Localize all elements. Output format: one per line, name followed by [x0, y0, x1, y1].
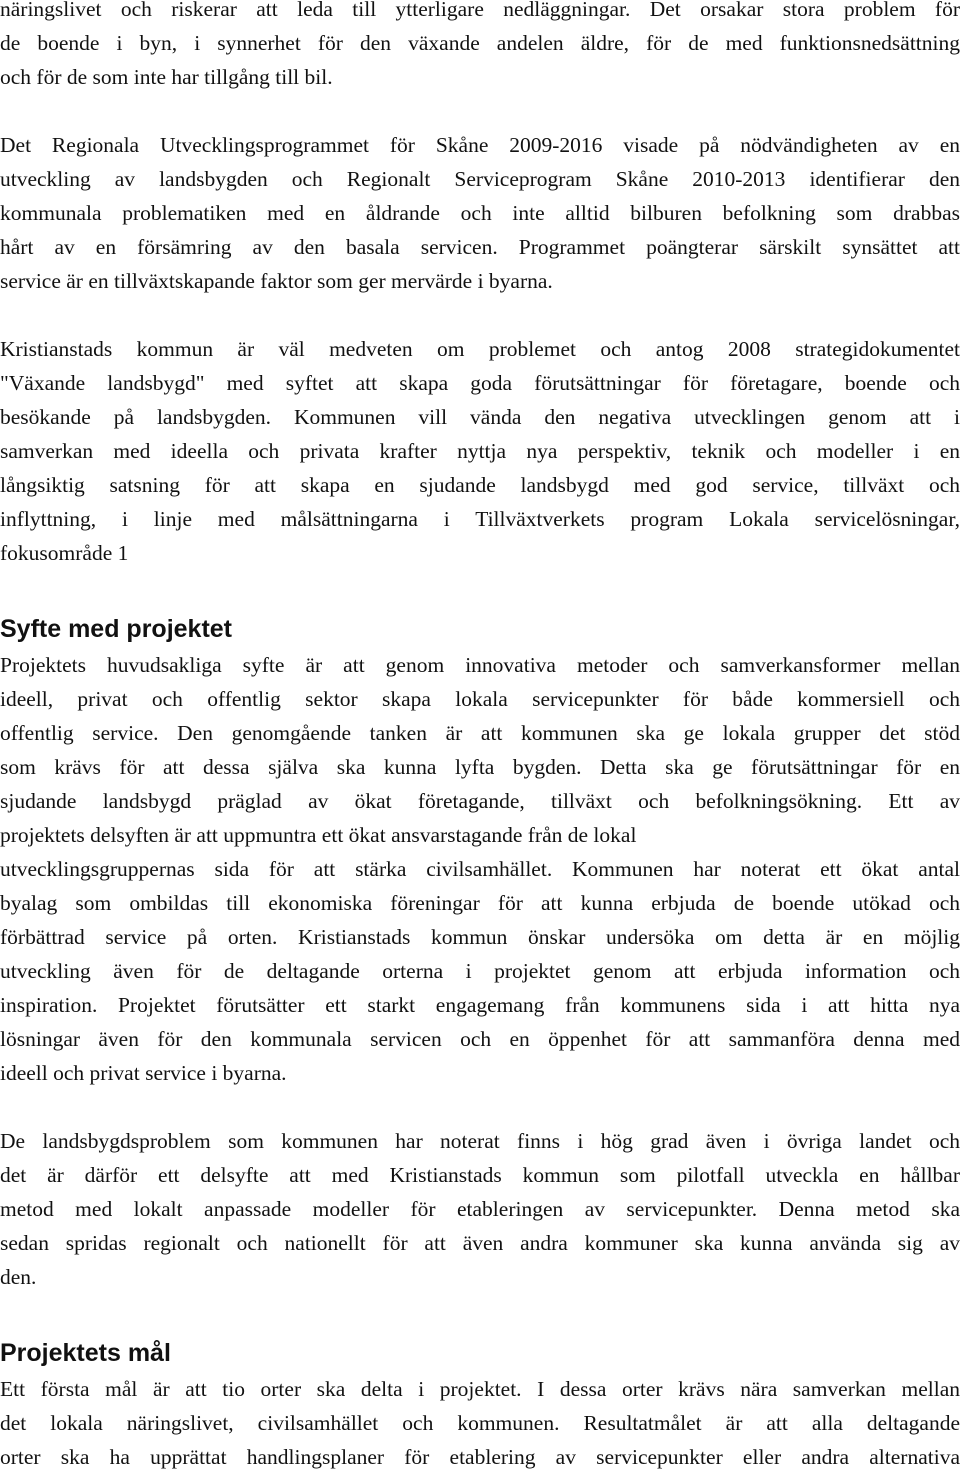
paragraph-spacer [0, 298, 960, 332]
text-line: ideell, privat och offentlig sektor skapa lokala servicepunkter för både kommersiell och [0, 687, 960, 711]
text-line: orter ska ha upprättat handlingsplaner för etablering av servicepunkter eller andra alternativa [0, 1445, 960, 1469]
text-line: Kristianstads kommun är väl medveten om problemet och antog 2008 strategidokumentet [0, 337, 960, 361]
text-line: utvecklingsgruppernas sida för att stärka civilsamhället. Kommunen har noterat ett ökat antal [0, 857, 960, 881]
text-line: besökande på landsbygden. Kommunen vill vända den negativa utvecklingen genom att i [0, 405, 960, 429]
text-line: samverkan med ideella och privata krafter nyttja nya perspektiv, teknik och modeller i en [0, 439, 960, 463]
text-line: kommunala problematiken med en åldrande och inte alltid bilburen befolkning som drabbas [0, 201, 960, 225]
text-line: förbättrad service på orten. Kristianstads kommun önskar undersöka om detta är en möjlig [0, 925, 960, 949]
text-line: utveckling även för de deltagande orterna i projektet genom att erbjuda information och [0, 959, 960, 983]
mal-paragraph-1 [0, 1372, 960, 1474]
section-heading-syfte: Syfte med projektet [0, 615, 233, 643]
text-line: Ett första mål är att tio orter ska delta i projektet. I dessa orter krävs nära samverkan mellan [0, 1377, 960, 1401]
text-line: hårt av en försämring av den basala servicen. Programmet poängterar särskilt synsättet att [0, 235, 960, 259]
text-line: de boende i byn, i synnerhet för den växande andelen äldre, för de med funktionsnedsättning [0, 31, 960, 55]
text-line: service är en tillväxtskapande faktor som ger mervärde i byarna. [0, 269, 553, 293]
paragraph-spacer [0, 1090, 960, 1124]
text-line: inspiration. Projektet förutsätter ett starkt engagemang från kommunens sida i att hitta nya [0, 993, 960, 1017]
text-line: Det Regionala Utvecklingsprogrammet för Skåne 2009-2016 visade på nödvändigheten av en [0, 133, 960, 157]
text-line: det lokala näringslivet, civilsamhället och kommunen. Resultatmålet är att alla deltagande [0, 1411, 960, 1435]
text-line: "Växande landsbygd" med syftet att skapa goda förutsättningar för företagare, boende och [0, 371, 960, 395]
text-line: sedan spridas regionalt och nationellt för att även andra kommuner ska kunna använda sig av [0, 1231, 960, 1255]
paragraph-spacer [0, 94, 960, 128]
text-line: projektets delsyften är att uppmuntra ett ökat ansvarstagande från de lokal [0, 823, 637, 847]
text-line: och för de som inte har tillgång till bil. [0, 65, 333, 89]
text-line: metod med lokalt anpassade modeller för etableringen av servicepunkter. Denna metod ska [0, 1197, 960, 1221]
text-line: byalag som ombildas till ekonomiska föreningar för att kunna erbjuda de boende utökad och [0, 891, 960, 915]
text-line: utveckling av landsbygden och Regionalt Serviceprogram Skåne 2010-2013 identifierar den [0, 167, 960, 191]
text-line: som krävs för att dessa själva ska kunna lyfta bygden. Detta ska ge förutsättningar för en [0, 755, 960, 779]
text-line: det är därför ett delsyfte att med Kristianstads kommun som pilotfall utveckla en hållbar [0, 1163, 960, 1187]
text-line: ideell och privat service i byarna. [0, 1061, 287, 1085]
text-line: offentlig service. Den genomgående tanken är att kommunen ska ge lokala grupper det stöd [0, 721, 960, 745]
text-line: näringslivet och riskerar att leda till ytterligare nedläggningar. Det orsakar stora problem för [0, 0, 960, 21]
intro-paragraph-3 [0, 332, 960, 570]
text-line: sjudande landsbygd präglad av ökat företagande, tillväxt och befolkningsökning. Ett av [0, 789, 960, 813]
text-line: lösningar även för den kommunala servicen och en öppenhet för att sammanföra denna med [0, 1027, 960, 1051]
text-line: Projektets huvudsakliga syfte är att genom innovativa metoder och samverkansformer mellan [0, 653, 960, 677]
text-line: De landsbygdsproblem som kommunen har noterat finns i hög grad även i övriga landet och [0, 1129, 960, 1153]
text-line: fokusområde 1 [0, 541, 129, 565]
section-heading-mal: Projektets mål [0, 1339, 171, 1367]
syfte-paragraph-2 [0, 1124, 960, 1294]
intro-paragraph-2 [0, 128, 960, 298]
text-line: långsiktig satsning för att skapa en sjudande landsbygd med god service, tillväxt och [0, 473, 960, 497]
intro-paragraph-1 [0, 0, 960, 94]
text-line: inflyttning, i linje med målsättningarna i Tillväxtverkets program Lokala servicelösningar, [0, 507, 960, 531]
section-spacer [0, 1294, 960, 1336]
section-spacer [0, 570, 960, 612]
syfte-paragraph-1 [0, 648, 960, 1090]
text-line: den. [0, 1265, 37, 1289]
